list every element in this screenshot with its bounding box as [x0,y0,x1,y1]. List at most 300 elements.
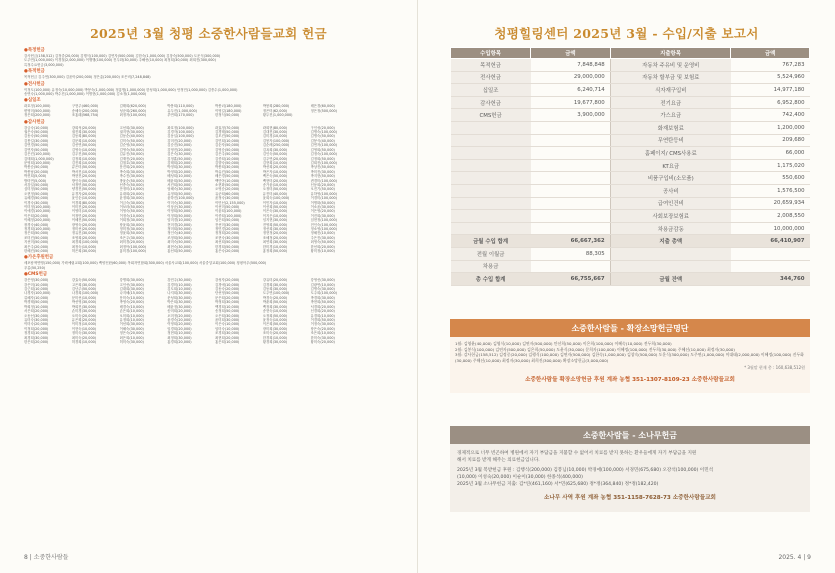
donor-entry: 이상준(30,000) [167,204,192,209]
donor-entry: 최미숙(20,000) [71,335,97,340]
donor-entry: 조홍래(568,754) [71,113,99,118]
donor-entry: 이애경(100,000) [24,209,51,214]
donor-entry: 신경희(20,000) [310,309,335,314]
expense-item-cell: 자동차 주유비 및 운영비 [610,59,731,72]
donor-entry: 홍경희(20,000) [167,339,192,344]
donor-entry: 전인숙(100,000) [310,222,337,227]
donor-entry: 정경희(10,000) [24,331,49,336]
donor-entry: 박은자(10,000) [262,169,288,174]
donor-entry: 김근희(10,000) [24,287,49,292]
donor-entry: 구현주(460,000) [71,104,99,109]
donor-entry: 김정훈(50,000) [167,156,192,161]
income-amount-cell [531,121,611,134]
donor-entry: 임경희(20,000) [167,326,192,331]
donor-entry: 김경희(30,000) [262,282,288,287]
donor-entry: 오현정(50,000) [24,191,49,196]
donor-entry: 이진희(30,000) [310,213,335,218]
donor-entry: 김선연(50,000) [71,143,97,148]
donor-entry: 김순례(250,000) [262,143,290,148]
donor-entry: 도주희(100,000) [310,291,337,296]
donor-entry: 김봉길(30,000) [24,138,49,143]
donor-entry: 김은주(50,000) [215,152,240,157]
donor-entry: 오은희(30,000) [215,313,240,318]
donor-entry: 이영숙(50,000) [119,209,144,214]
donor-entry: 고은희(30,000) [71,282,97,287]
donor-entry: 김동숙(50,000) [24,134,49,139]
donor-entry: 조은주(30,000) [119,235,144,240]
pine-offering-line: 경제적으로 너무 빈곤하여 병원에서 자기 부담금을 지불할 수 없어서 치료를 받지 못하는 환우들에게 자기 부담금을 지원 [457,451,697,456]
donor-entry: 지선미(50,000) [24,240,49,245]
income-amount-cell: 3,900,000 [531,109,611,122]
donor-entry: 정미선(20,000) [71,227,97,231]
donor-entry: 윤인순(10,000) [71,196,97,201]
donor-entry: 정미희(50,000) [167,227,192,231]
donor-entry: 홍미경(100,000) [119,249,146,254]
income-item-cell: CMS헌금 [451,109,531,122]
donor-entry: 김순자(50,000) [215,143,240,148]
donor-entry: 이선희(30,000) [119,322,144,327]
expense-amount-cell [731,247,810,260]
donor-entry: 김경자(100,000) [167,130,194,135]
donor-entry: 유혜경(50,000) [24,196,49,201]
table-row [451,134,810,147]
income-item-cell: 목적헌금 [451,59,531,72]
income-amount-cell [531,147,611,160]
donor-entry: 도주연(100,000) [262,291,290,296]
donor-entry: 강명희(30,000) [119,278,144,283]
right-page-title: 청평힐링센터 2025년 3월 - 수입/지출 보고서 [494,26,759,41]
donor-entry: 정은숙(20,000) [119,331,144,336]
donor-entry: 곽호정(100,000) [167,125,194,130]
income-item-cell: 총 수입 합계 [451,273,531,286]
donor-entry: 문성희(30,000) [167,295,192,300]
expansion-offering-title: 소중한사람들 - 확장소망헌금명단 [450,319,810,337]
income-amount-cell: 19,677,800 [531,96,611,109]
donor-entry: 최미숙(50,000) [167,240,192,245]
donor-entry: 김도희(10,000) [167,287,192,292]
expense-amount-cell: 767,283 [731,59,810,72]
donor-entry: 강금숙(10,000) [24,125,49,130]
donor-entry: 김순영(50,000) [119,143,144,148]
donor-entry: 조정희(50,000) [167,235,192,240]
income-item-cell [451,134,531,147]
left-page-footer: 8 | 소중한사람들 [24,554,69,561]
donor-entry: 권은숙(50,000) [24,130,49,135]
income-item-cell [451,210,531,223]
donor-entry: 유은희(20,000) [71,317,97,322]
donor-entry: 문영희(100,000) [24,160,51,165]
donor-entry: 조영희(20,000) [71,235,97,240]
donor-entry: 한미경(10,000) [262,244,288,249]
donor-entry: 한경희(10,000) [262,335,288,340]
donor-entry: 박경희(30,000) [310,295,335,300]
offering-section [24,120,404,254]
expense-amount-cell: 14,977,180 [731,84,810,97]
donor-entry: 서정민(50,000) [71,182,97,187]
table-row [451,260,810,273]
table-row [451,184,810,197]
donor-entry: 오정희(50,000) [262,313,288,318]
donor-entry: 김연자(100,000) [310,143,337,148]
donor-entry: 최정아(100,000) [119,244,146,249]
donor-entry: 김인숙(50,000) [262,152,288,157]
donor-entry: 이미숙(20,000) [24,322,49,327]
pine-offering-body [450,444,810,512]
donor-entry: 최연희(30,000) [262,240,288,245]
donor-entry: 문은희(20,000) [215,295,240,300]
donor-entry: 이현숙(10,000) [71,326,97,331]
donor-entry [358,340,404,344]
donor-entry: 이은숙(10,000) [215,322,240,327]
donor-entry: 최정희(30,000) [167,335,192,340]
donor-entry: 조은희(10,000) [310,331,335,336]
donor-entry: 나지희(30,000) [167,291,192,296]
donor-entry: 박유진(50,000) [215,169,240,174]
donor-entry: 서강일(50,000) [24,182,49,187]
donor-entry: 엄혜숙(30,000) [167,187,192,192]
expense-item-cell: 홈페이지/ CMS사용료 [610,147,731,160]
donor-entry: 손미경(30,000) [71,309,97,314]
donor-entry: 허경희(10,000) [71,339,97,344]
donor-entry: 김영진(20,000) [167,147,192,152]
donor-entry: 한경희(50,000) [215,244,240,249]
donor-entry: 조미숙(20,000) [262,331,288,336]
table-row [451,84,810,97]
donor-entry: 배은경(60,000) [310,104,335,109]
donor-entry: 권지현(30,000) [119,130,144,135]
donor-entry: 정인숙(40,000) [167,231,192,236]
donor-entry: 나경희(100,000) [71,291,99,296]
donor-entry: 김정희(50,000) [310,156,335,161]
pine-offering-title: 소중한사람들 - 소나무헌금 [450,426,810,444]
donor-entry: 박은희(30,000) [167,300,192,305]
donor-entry: 백은숙(50,000) [262,174,288,179]
donor-entry: 유준희(60,000) [215,191,240,196]
donor-entry: 최경희(30,000) [24,335,49,340]
donor-entry: 배윤희(50,000) [167,178,192,183]
donor-entry: 나경자(100,000) [24,291,51,296]
donor-entry: 윤정희(30,000) [119,196,144,201]
donor-entry: 강민주(30,000) [167,278,192,283]
donor-entry: 김난주(50,000) [71,287,97,292]
donor-entry: 윤미희(30,000) [215,317,240,322]
donor-entry: 구인성(20,000) [310,125,335,130]
donor-entry: 방윤순(50,000) [119,178,144,183]
donor-entry: 박봉희(280,000) [262,104,290,109]
table-row [451,222,810,235]
donor-entry: 한혜진(50,000) [24,249,49,254]
donor-entry: 이미진(20,000) [71,204,97,209]
donor-line: 송연숙(1,000,000) 박수진(1,000,000) 이명현(1,000,000) 김소정(1,000,000) [24,92,147,97]
left-page-title: 2025년 3월 청평 소중한사람들교회 헌금 [90,26,327,41]
donor-line: 도주연(1,000,000) 이경철(2,000,000) 이행행(100,000) 진두화(30,000) 주해선(10,000) 최정희(30,000) 최희진(300,000) [24,58,216,63]
donor-entry: 김태희(620,000) [119,104,146,109]
donor-entry: 박상진(50,000) [310,165,335,170]
donor-entry: 박봉희(30,000) [215,165,240,170]
donor-entry: 강효숙(50,000) [71,278,97,283]
donor-entry: 정현정(20,000) [262,231,288,236]
donor-entry: 김연경(50,000) [24,143,49,148]
donor-entry: 한은희(20,000) [24,339,49,344]
donor-entry: 이은희(50,000) [262,322,288,327]
table-row [451,172,810,185]
expense-amount-cell: 2,008,550 [731,210,810,223]
donor-entry: 이정숙(10,000) [119,213,144,218]
table-row [451,71,810,84]
income-item-cell: 금월 수입 합계 [451,235,531,248]
donor-entry: 송미희(20,000) [167,309,192,314]
donor-entry: 황미정(10,000) [310,249,335,254]
donor-entry: 정미정(30,000) [119,227,144,231]
donor-entry: 성준희(260,000) [119,108,146,113]
donor-entry: 김대희(30,000) [119,287,144,292]
donor-entry: 정은희(50,000) [24,231,49,236]
donor-entry: 장영숙(20,000) [71,222,97,227]
donor-entry: 김영숙(50,000) [119,147,144,152]
donor-entry: 김동숙(20,000) [215,287,240,292]
income-amount-cell: 66,667,362 [531,235,611,248]
expense-amount-cell: 1,576,500 [731,184,810,197]
pine-offering-line: (10,000) 이성숙(20,000) 이순이(30,000) 한종석(400,000) [457,475,583,480]
donor-entry: 이은희(20,000) [24,213,49,218]
donor-entry: 송정희(50,000) [215,309,240,314]
donor-entry: 배성희(10,000) [167,174,192,179]
donor-entry: 이정숙(30,000) [310,322,335,327]
donor-entry: 백현미(20,000) [262,178,288,183]
donor-entry: 강은영(30,000) [24,278,49,283]
donor-entry: 김재진(20,000) [119,156,144,161]
donor-entry: 박지현(50,000) [310,174,335,179]
donor-entry: 이정민(20,000) [71,213,97,218]
donor-entry: 강영선(30,000) [310,278,335,283]
donor-entry: 홍선희(50,000) [167,249,192,254]
donor-entry [358,113,404,117]
donor-entry: 유하영(100,000) [310,191,337,196]
expense-amount-cell: 10,000,000 [731,222,810,235]
donor-entry: 오정미(50,000) [262,187,288,192]
header-expense-item: 지출항목 [610,48,731,59]
donor-entry: 정혜진(10,000) [310,231,335,236]
donor-entry: 박숙희(30,000) [119,169,144,174]
right-page-footer: 2025. 4 | 9 [778,554,811,561]
donor-entry: 문미숙(10,000) [119,295,144,300]
donor-entry: 김모진(50,000) [215,134,240,139]
donor-entry: 오미정(20,000) [167,313,192,318]
donor-entry: 임미경(10,000) [167,218,192,223]
donor-entry: 오미숙(20,000) [71,313,97,318]
table-row [451,197,810,210]
donor-entry: 곽호정(100,000) [24,104,51,109]
table-row [451,210,810,223]
donor-entry: 조미진(50,000) [24,235,49,240]
donor-entry: 서진희(50,000) [167,182,192,187]
income-amount-cell: 6,240,714 [531,84,611,97]
donor-entry: 안정미(10,000) [119,187,144,192]
table-row [451,109,810,122]
income-expense-table [450,47,810,286]
table-row [451,235,810,248]
donor-entry: 박봉녀(180,000) [215,104,242,109]
offering-section [24,255,404,270]
donor-entry: 김광연(10,000) [310,282,335,287]
offering-section-heading: ●감사헌금 [24,119,45,125]
donor-entry: 이미정(100,000) [24,204,51,209]
donor-entry: 김은숙(30,000) [167,152,192,157]
expense-item-cell [610,247,731,260]
expansion-offering-body [450,337,810,393]
donor-entry: 김민희(10,000) [215,138,240,143]
donor-entry: 김미진(20,000) [167,138,192,143]
donor-entry: 정유진(30,000) [71,231,97,236]
donor-entry: 김동희(30,000) [262,287,288,292]
donor-entry: 김종희(10,000) [215,156,240,161]
donor-entry: 이미숙(30,000) [167,200,192,205]
donor-entry: 배윤정(30,000) [167,304,192,309]
donor-entry: 이은영(20,000) [310,209,335,214]
donor-entry: 박선영(30,000) [71,300,97,305]
expense-item-cell: 비품구입비(소모품) [610,172,731,185]
donor-entry: 이선미(50,000) [215,204,240,209]
donor-entry: 양경진(50,000) [71,187,97,192]
donor-entry: 정정희(20,000) [215,231,240,236]
donor-entry: 홍은숙(20,000) [215,249,240,254]
donor-entry: 허은희(30,000) [71,249,97,254]
donor-entry: 유경희(10,000) [310,313,335,318]
donor-entry: 박서진(10,000) [71,169,97,174]
donor-entry: 황미숙(20,000) [310,339,335,344]
donor-entry: 정민경(20,000) [215,227,240,231]
income-item-cell [451,159,531,172]
donor-entry: 허미숙(30,000) [119,339,144,344]
expense-item-cell: 금월 잔액 [610,273,731,286]
expense-item-cell: 지출 총액 [610,235,731,248]
income-amount-cell [531,184,611,197]
donor-entry: 박희정(10,000) [24,304,49,309]
donor-entry: 박희진(30,000) [71,304,97,309]
donor-entry: 유대희(20,000) [119,191,144,196]
donor-entry: 이영길(180,000) [215,108,242,113]
income-item-cell [451,121,531,134]
donor-entry: 이선희(50,000) [262,204,288,209]
donor-entry: 전선미(30,000) [215,222,240,227]
donor-entry: 이경미(100,000) [310,196,337,201]
offering-section [24,69,404,79]
table-row [451,96,810,109]
donor-entry: 김영숙(10,000) [71,147,97,152]
expense-amount-cell: 209,680 [731,134,810,147]
donor-entry: 정은희(200,000) [24,113,51,118]
table-row [451,121,810,134]
donor-entry: 김경미(10,000) [167,282,192,287]
expense-amount-cell: 66,000 [731,147,810,160]
donor-entry: 이경희(50,000) [310,317,335,322]
donor-entry: 임지현(30,000) [262,218,288,223]
donor-entry: 이희정(30,000) [119,218,144,223]
donor-entry: 김정숙(100,000) [310,152,337,157]
donor-entry: 조혜정(20,000) [262,235,288,240]
income-item-cell: 십일조 [451,84,531,97]
donor-entry: 이민선(2,155,000) [215,200,245,205]
donor-entry: 이정희(50,000) [167,213,192,218]
donor-entry: 이경희(80,000) [71,200,97,205]
donor-entry: 윤경숙(20,000) [167,317,192,322]
income-amount-cell [531,172,611,185]
expense-amount-cell: 344,760 [731,273,810,286]
income-amount-cell: 66,755,667 [531,273,611,286]
donor-entry: 최현희(20,000) [215,335,240,340]
donor-entry: 단선영(50,000) [215,291,240,296]
donor-line: 감사헌금(158,512) 김정중(20,000) 김행식(100,000) 김연자(500,000) 김한숙(1,000,000) 김창숙(500,000) 도운식(300,000) [24,54,221,58]
donor-entry: 김동순(40,000) [119,134,144,139]
donor-entry: 김진희(10,000) [71,160,97,165]
donor-entry: 방미연(5,000) [24,178,47,183]
donor-entry: 박선희(20,000) [262,165,288,170]
donor-entry: 김명숙(100,000) [310,130,337,135]
donor-entry: 정은정(500,000) [310,108,337,113]
right-page [418,0,835,573]
donor-entry: 권진희(30,000) [71,130,97,135]
income-item-cell: 차용금 [451,260,531,273]
donor-entry: 박정희(30,000) [215,300,240,305]
income-item-cell [451,147,531,160]
donor-entry: 윤하진(100,000) [167,196,194,201]
header-income-item: 수입항목 [451,48,531,59]
donor-entry: 김명숙(50,000) [310,134,335,139]
income-amount-cell: 7,848,848 [531,59,611,72]
donor-entry: 정미숙(30,000) [71,331,97,336]
donor-entry: 이정희(20,000) [24,326,49,331]
income-amount-cell [531,159,611,172]
income-item-cell [451,197,531,210]
donor-entry: 박경태(50,000) [24,300,49,305]
donor-entry: 김주연(20,000) [262,156,288,161]
income-amount-cell [531,134,611,147]
expansion-offering-account: 소중한사람들 확장소망헌금 후원 계좌 농협 351-1307-8109-23 소중한사람들교회 [525,376,735,383]
table-row [451,147,810,160]
donor-entry: 백경희(10,000) [215,304,240,309]
donor-entry: 박봉남(20,000) [24,169,49,174]
donor-entry: 나지혜(15,000) [119,291,144,296]
income-item-cell: 전월 이월금 [451,247,531,260]
pine-offering-line: 2025년 3월 소나무헌금 지출: 김*연(461,160) 서*민(625,680) 정*정(364,840) 정*정(182,420) [457,482,659,487]
donor-entry: 최정숙(10,000) [71,244,97,249]
donor-entry: 윤정숙(10,000) [262,317,288,322]
expense-amount-cell [731,260,810,273]
donor-entry: 이혜정(200,000) [24,218,51,223]
expansion-offering-line: 3월: 감사헌금(158,512) 김정중(20,000) 김행식(100,000) 김연자(500,000) 김한숙(1,000,000) 김창숙(500,000) 도운식(300,000) 도주연(1,000,000) 이대태(2,000,000) 이혜정(100,000) 진두화(30,000) 주해선(10,000) 최정자(30,000) 최희진(300,000) 확장소망헌금(3,000,000) [455,352,804,363]
donor-entry: 이혜숙(30,000) [119,326,144,331]
donor-entry: 이종희(100,000) [215,213,242,218]
expense-amount-cell: 5,524,960 [731,71,810,84]
donor-entry: 강성자(20,000) [215,278,240,283]
donor-entry: 이지은(10,000) [262,213,288,218]
donor-entry: 오영순(20,000) [215,187,240,192]
donor-entry: 김태희(1,000,000) [24,156,54,161]
donor-entry: 이소윤(30,000) [310,204,335,209]
donor-entry: 김희진(100,000) [310,160,337,165]
donor-entry: 송가윤(10,000) [262,182,288,187]
donor-entry: 백민아(10,000) [215,178,240,183]
donor-entry: 임은희(50,000) [215,218,240,223]
donor-entry: 김연자(50,000) [24,147,49,152]
donor-entry: 김우진(50,000) [71,152,97,157]
expense-item-cell: 전기요금 [610,96,731,109]
donor-entry: 유경자(20,000) [71,191,97,196]
table-row [451,159,810,172]
expansion-offering-line: 2월: 김봉식(100,000) 김연자(500,000) 김은희(50,000) 도윤식(30,000) 문희자(100,000) 이혜정(100,000) 전두희(30,000) 주혜선(10,000) 최정자(30,000) [455,346,735,352]
expense-item-cell: 식자재구입비 [610,84,731,97]
donor-entry: 박봉순(50,000) [24,165,49,170]
